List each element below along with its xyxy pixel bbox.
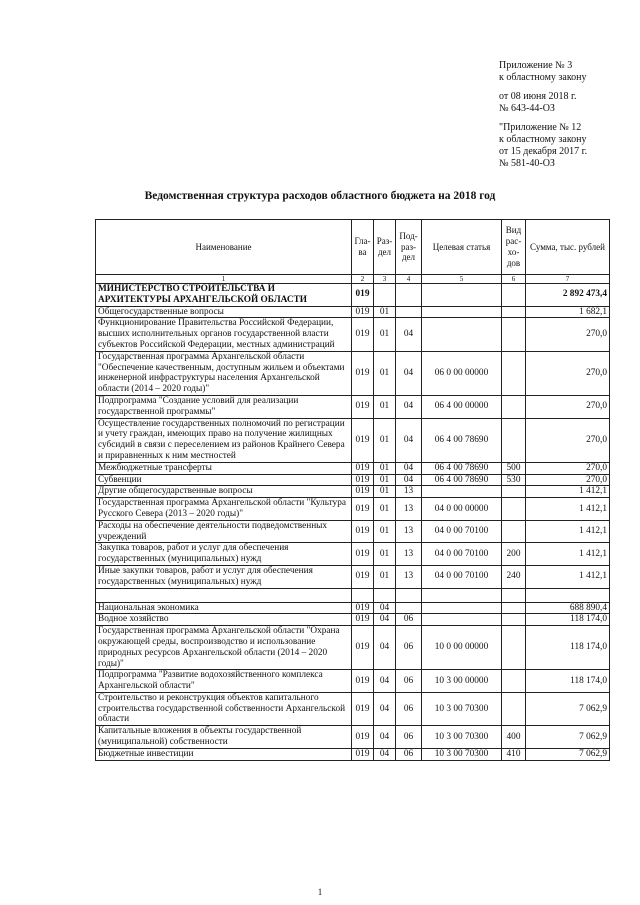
row-target-article <box>422 602 502 614</box>
row-name: Строительство и реконструкция объектов капитального строительства государственной собственности Архангельской области <box>96 692 352 725</box>
column-number: 2 <box>352 275 374 284</box>
row-expense-type: 500 <box>502 462 526 474</box>
row-glava: 019 <box>352 395 374 418</box>
row-glava: 019 <box>352 726 374 749</box>
row-expense-type <box>502 626 526 670</box>
row-amount: 1 412,1 <box>526 520 610 543</box>
row-razdel: 04 <box>374 748 396 760</box>
row-target-article: 10 3 00 70300 <box>422 748 502 760</box>
row-target-article: 10 3 00 70300 <box>422 692 502 725</box>
row-razdel: 04 <box>374 670 396 693</box>
column-number-row <box>96 275 610 284</box>
row-podrazdel <box>396 284 422 307</box>
row-name: Государственная программа Архангельской области "Культура Русского Севера (2013 – 2020 годы)" <box>96 498 352 521</box>
table-row <box>96 486 610 498</box>
row-razdel: 01 <box>374 474 396 486</box>
row-amount: 688 890,4 <box>526 602 610 614</box>
row-target-article <box>422 306 502 318</box>
row-name: Иные закупки товаров, работ и услуг для обеспечения государственных (муниципальных) нужд <box>96 565 352 588</box>
row-expense-type <box>502 588 526 602</box>
row-expense-type: 240 <box>502 565 526 588</box>
row-razdel: 01 <box>374 395 396 418</box>
row-podrazdel: 13 <box>396 543 422 566</box>
row-glava: 019 <box>352 748 374 760</box>
table-row <box>96 748 610 760</box>
row-expense-type <box>502 318 526 351</box>
row-glava: 019 <box>352 284 374 307</box>
row-target-article: 06 4 00 78690 <box>422 418 502 462</box>
row-amount: 1 412,1 <box>526 498 610 521</box>
row-amount: 270,0 <box>526 351 610 395</box>
row-razdel: 04 <box>374 626 396 670</box>
table-row <box>96 462 610 474</box>
row-target-article <box>422 614 502 626</box>
row-expense-type <box>502 692 526 725</box>
row-name <box>96 588 352 602</box>
column-number: 4 <box>396 275 422 284</box>
row-name: Функционирование Правительства Российской Федерации, высших исполнительных органов государственной власти субъектов Российской Федерации, местных администраций <box>96 318 352 351</box>
table-header-row <box>96 220 610 275</box>
column-header-name: Наименование <box>96 220 352 275</box>
row-glava: 019 <box>352 486 374 498</box>
row-name: Капитальные вложения в объекты государственной (муниципальной) собственности <box>96 726 352 749</box>
column-number: 7 <box>526 275 610 284</box>
row-target-article <box>422 284 502 307</box>
row-target-article: 10 3 00 70300 <box>422 726 502 749</box>
column-number: 3 <box>374 275 396 284</box>
row-amount: 2 892 473,4 <box>526 284 610 307</box>
row-podrazdel <box>396 602 422 614</box>
row-podrazdel: 13 <box>396 520 422 543</box>
column-header-podrazdel: Под-раз-дел <box>396 220 422 275</box>
row-name: Водное хозяйство <box>96 614 352 626</box>
table-row <box>96 306 610 318</box>
row-razdel: 01 <box>374 418 396 462</box>
column-header-glava: Гла-ва <box>352 220 374 275</box>
row-razdel: 04 <box>374 726 396 749</box>
row-name: Бюджетные инвестиции <box>96 748 352 760</box>
row-amount: 270,0 <box>526 462 610 474</box>
row-razdel: 01 <box>374 520 396 543</box>
row-podrazdel: 13 <box>396 565 422 588</box>
table-row <box>96 284 610 307</box>
table-row <box>96 692 610 725</box>
row-podrazdel: 06 <box>396 692 422 725</box>
row-amount: 270,0 <box>526 418 610 462</box>
table-row <box>96 588 610 602</box>
row-amount: 270,0 <box>526 395 610 418</box>
row-expense-type: 400 <box>502 726 526 749</box>
row-podrazdel: 06 <box>396 748 422 760</box>
row-expense-type <box>502 284 526 307</box>
row-razdel: 01 <box>374 498 396 521</box>
row-amount: 1 412,1 <box>526 543 610 566</box>
row-target-article: 10 3 00 00000 <box>422 670 502 693</box>
header-line: от 15 декабря 2017 г. <box>499 146 588 157</box>
row-name: Государственная программа Архангельской области "Обеспечение качественным, доступным жильем и объектами инженерной инфраструктуры населения Архангельской области (2014 – 2020 годы)" <box>96 351 352 395</box>
header-line: к областному закону <box>499 134 587 145</box>
row-expense-type <box>502 395 526 418</box>
row-target-article: 10 0 00 00000 <box>422 626 502 670</box>
row-target-article: 06 4 00 78690 <box>422 474 502 486</box>
row-name: Межбюджетные трансферты <box>96 462 352 474</box>
row-target-article: 04 0 00 70100 <box>422 565 502 588</box>
row-expense-type <box>502 498 526 521</box>
row-glava <box>352 588 374 602</box>
row-expense-type <box>502 614 526 626</box>
row-target-article <box>422 588 502 602</box>
row-glava: 019 <box>352 692 374 725</box>
row-target-article <box>422 318 502 351</box>
table-row <box>96 351 610 395</box>
row-target-article: 06 4 00 78690 <box>422 462 502 474</box>
row-glava: 019 <box>352 498 374 521</box>
page-number: 1 <box>317 887 323 897</box>
row-razdel: 01 <box>374 306 396 318</box>
row-expense-type <box>502 418 526 462</box>
column-header-vid: Вид рас-хо-дов <box>502 220 526 275</box>
row-podrazdel <box>396 588 422 602</box>
row-target-article: 04 0 00 70100 <box>422 543 502 566</box>
row-amount: 270,0 <box>526 318 610 351</box>
row-razdel: 01 <box>374 462 396 474</box>
row-podrazdel: 04 <box>396 395 422 418</box>
row-expense-type: 410 <box>502 748 526 760</box>
header-line: № 581-40-ОЗ <box>499 158 555 169</box>
column-header-statya: Целевая статья <box>422 220 502 275</box>
row-glava: 019 <box>352 565 374 588</box>
header-line: "Приложение № 12 <box>499 122 582 133</box>
row-glava: 019 <box>352 351 374 395</box>
table-row <box>96 418 610 462</box>
header-line: к областному закону <box>499 72 587 83</box>
row-name: Субвенции <box>96 474 352 486</box>
row-glava: 019 <box>352 626 374 670</box>
row-glava: 019 <box>352 474 374 486</box>
header-line: Приложение № 3 <box>499 60 573 71</box>
table-row <box>96 498 610 521</box>
document-title: Ведомственная структура расходов областного бюджета на 2018 год <box>144 190 496 202</box>
table-row <box>96 395 610 418</box>
row-name: Подпрограмма "Создание условий для реализации государственной программы" <box>96 395 352 418</box>
row-podrazdel: 06 <box>396 726 422 749</box>
row-glava: 019 <box>352 602 374 614</box>
row-name: Общегосударственные вопросы <box>96 306 352 318</box>
column-number: 5 <box>422 275 502 284</box>
row-razdel <box>374 284 396 307</box>
row-amount: 7 062,9 <box>526 748 610 760</box>
row-expense-type <box>502 486 526 498</box>
row-glava: 019 <box>352 543 374 566</box>
row-glava: 019 <box>352 520 374 543</box>
table-row <box>96 726 610 749</box>
row-glava: 019 <box>352 318 374 351</box>
row-target-article: 06 4 00 00000 <box>422 395 502 418</box>
row-expense-type <box>502 520 526 543</box>
row-name: Закупка товаров, работ и услуг для обеспечения государственных (муниципальных) нужд <box>96 543 352 566</box>
row-amount: 1 412,1 <box>526 486 610 498</box>
row-razdel: 01 <box>374 543 396 566</box>
table-row <box>96 543 610 566</box>
row-podrazdel: 06 <box>396 670 422 693</box>
column-number: 1 <box>96 275 352 284</box>
table-row <box>96 626 610 670</box>
row-podrazdel: 13 <box>396 498 422 521</box>
row-amount <box>526 588 610 602</box>
row-razdel: 01 <box>374 486 396 498</box>
row-razdel <box>374 588 396 602</box>
table-body <box>96 284 610 761</box>
row-amount: 1 412,1 <box>526 565 610 588</box>
row-expense-type <box>502 306 526 318</box>
row-razdel: 01 <box>374 351 396 395</box>
row-target-article: 04 0 00 00000 <box>422 498 502 521</box>
row-podrazdel: 04 <box>396 418 422 462</box>
row-podrazdel: 04 <box>396 462 422 474</box>
row-expense-type: 200 <box>502 543 526 566</box>
row-expense-type <box>502 670 526 693</box>
row-expense-type <box>502 351 526 395</box>
row-podrazdel: 04 <box>396 351 422 395</box>
appendix-header <box>499 60 629 170</box>
row-name: Государственная программа Архангельской области "Охрана окружающей среды, воспроизводство и использование природных ресурсов Архангельской области (2014 – 2020 годы)" <box>96 626 352 670</box>
row-amount: 1 682,1 <box>526 306 610 318</box>
row-amount: 270,0 <box>526 474 610 486</box>
row-amount: 7 062,9 <box>526 726 610 749</box>
row-amount: 118 174,0 <box>526 614 610 626</box>
table-row <box>96 474 610 486</box>
row-name: МИНИСТЕРСТВО СТРОИТЕЛЬСТВА И АРХИТЕКТУРЫ АРХАНГЕЛЬСКОЙ ОБЛАСТИ <box>96 284 352 307</box>
table-row <box>96 602 610 614</box>
row-expense-type: 530 <box>502 474 526 486</box>
row-razdel: 01 <box>374 565 396 588</box>
row-podrazdel: 04 <box>396 474 422 486</box>
row-podrazdel <box>396 306 422 318</box>
row-name: Другие общегосударственные вопросы <box>96 486 352 498</box>
row-expense-type <box>502 602 526 614</box>
row-glava: 019 <box>352 418 374 462</box>
table-row <box>96 318 610 351</box>
budget-table <box>95 219 610 761</box>
row-podrazdel: 06 <box>396 614 422 626</box>
row-glava: 019 <box>352 670 374 693</box>
row-name: Подпрограмма "Развитие водохозяйственного комплекса Архангельской области" <box>96 670 352 693</box>
header-line: от 08 июня 2018 г. <box>499 91 577 102</box>
row-amount: 118 174,0 <box>526 670 610 693</box>
header-line: № 643-44-ОЗ <box>499 103 555 114</box>
row-name: Осуществление государственных полномочий по регистрации и учету граждан, имеющих право на получение жилищных субсидий в связи с переселением из районов Крайнего Севера и приравненных к ним местностей <box>96 418 352 462</box>
row-amount: 118 174,0 <box>526 626 610 670</box>
column-header-razdel: Раз-дел <box>374 220 396 275</box>
row-name: Национальная экономика <box>96 602 352 614</box>
table-row <box>96 520 610 543</box>
row-glava: 019 <box>352 462 374 474</box>
row-razdel: 04 <box>374 614 396 626</box>
row-glava: 019 <box>352 614 374 626</box>
row-podrazdel: 04 <box>396 318 422 351</box>
row-amount: 7 062,9 <box>526 692 610 725</box>
column-number: 6 <box>502 275 526 284</box>
row-target-article <box>422 486 502 498</box>
row-razdel: 01 <box>374 318 396 351</box>
column-header-summa: Сумма, тыс. рублей <box>526 220 610 275</box>
row-podrazdel: 06 <box>396 626 422 670</box>
row-razdel: 04 <box>374 602 396 614</box>
row-name: Расходы на обеспечение деятельности подведомственных учреждений <box>96 520 352 543</box>
table-row <box>96 670 610 693</box>
table-row <box>96 614 610 626</box>
row-glava: 019 <box>352 306 374 318</box>
row-razdel: 04 <box>374 692 396 725</box>
row-target-article: 06 0 00 00000 <box>422 351 502 395</box>
row-target-article: 04 0 00 70100 <box>422 520 502 543</box>
row-podrazdel: 13 <box>396 486 422 498</box>
table-row <box>96 565 610 588</box>
